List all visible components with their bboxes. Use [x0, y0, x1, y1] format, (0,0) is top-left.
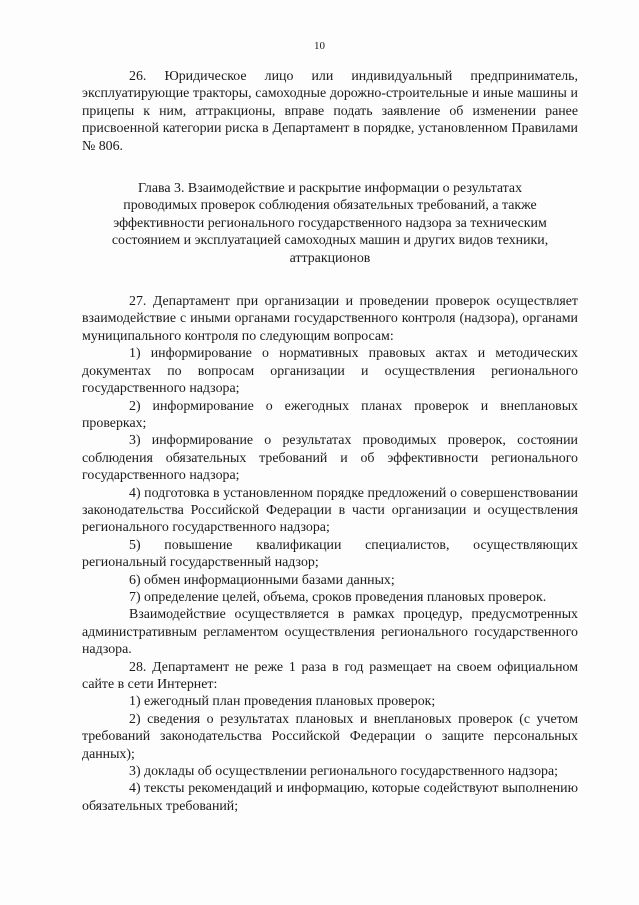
chapter-heading-line: эффективности регионального государственного надзора за техническим: [113, 215, 547, 231]
page-number: 10: [314, 40, 325, 52]
list-item: 2) сведения о результатах плановых и внеплановых проверок (с учетом требований законодательства Российской Федерации о защите персональных данных);: [82, 711, 578, 762]
list-item: 3) доклады об осуществлении регионального государственного надзора;: [129, 764, 558, 780]
list-item: 4) подготовка в установленном порядке предложений о совершенствовании законодательства Российской Федерации в части организации и осуществления регионального государственного надзора;: [82, 485, 578, 536]
paragraph-28: 28. Департамент не реже 1 раза в год размещает на своем официальном сайте в сети Интернет:: [82, 659, 578, 692]
list-item: 2) информирование о ежегодных планах проверок и внеплановых проверках;: [82, 398, 578, 431]
paragraph-27: 27. Департамент при организации и проведении проверок осуществляет взаимодействие с иными органами государственного контроля (надзора), органами муниципального контроля по следующим вопросам:: [82, 294, 578, 344]
list-item: 5) повышение квалификации специалистов, осуществляющих региональный государственный надзор;: [82, 537, 578, 571]
list-item: 7) определение целей, объема, сроков проведения плановых проверок.: [129, 589, 547, 605]
chapter-heading-line: проводимых проверок соблюдения обязательных требований, а также: [123, 198, 537, 214]
list-item: 1) ежегодный план проведения плановых проверок;: [129, 694, 436, 710]
chapter-heading-line: аттракционов: [289, 250, 371, 266]
chapter-heading-line: состоянием и эксплуатацией самоходных машин и других видов техники,: [111, 233, 549, 249]
list-item: 4) тексты рекомендаций и информацию, которые содействуют выполнению обязательных требований;: [82, 781, 578, 814]
list-item: 6) обмен информационными базами данных;: [129, 572, 395, 588]
chapter-heading-line: Глава 3. Взаимодействие и раскрытие информации о результатах: [137, 181, 523, 197]
list-item: 3) информирование о результатах проводимых проверок, состоянии соблюдения обязательных требований и об эффективности регионального государственного надзора;: [82, 433, 578, 484]
list-item: 1) информирование о нормативных правовых актах и методических документах по вопросам организации и осуществления регионального государственного надзора;: [82, 346, 578, 397]
document-body: [82, 68, 578, 815]
paragraph-27-note: Взаимодействие осуществляется в рамках процедур, предусмотренных административным регламентом осуществления регионального государственного надзора.: [82, 607, 578, 658]
chapter-heading: [82, 180, 578, 267]
paragraph-26: 26. Юридическое лицо или индивидуальный предприниматель, эксплуатирующие тракторы, самоходные дорожно-строительные и иные машины и прицепы к ним, аттракционы, вправе подать заявление об изменении ранее присвоенной категории риска в Департамент в порядке, установленном Правилами № 806.: [82, 69, 578, 154]
